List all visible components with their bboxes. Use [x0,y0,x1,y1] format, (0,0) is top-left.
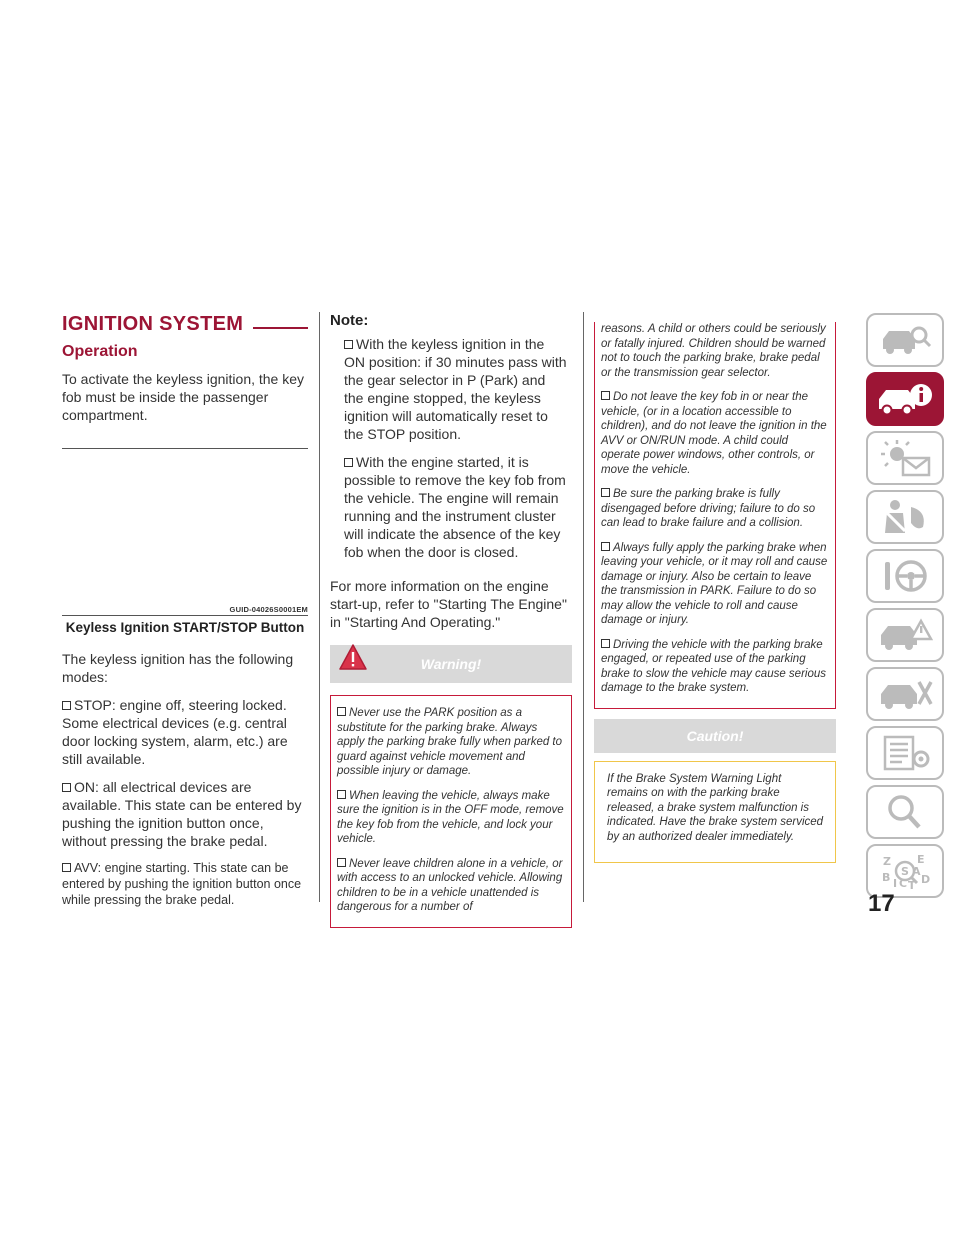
tab-warning-lights[interactable] [866,431,944,485]
checkbox-bullet-icon [62,783,71,792]
checkbox-bullet-icon [62,863,71,872]
svg-text:E: E [917,853,925,866]
warning-item: Never leave children alone in a vehicle, or with access to an unlocked vehicle. Allowing children to be in a vehicle unattended is dangerous for a number of [337,857,563,913]
warning-title: Warning! [420,656,482,672]
column-divider [319,312,320,902]
section-heading: IGNITION SYSTEM [62,312,308,336]
svg-text:A: A [912,865,921,878]
checkbox-bullet-icon [601,391,610,400]
column-1 [62,312,308,918]
checkbox-bullet-icon [601,542,610,551]
caution-header [594,719,836,753]
checkbox-bullet-icon [337,707,346,716]
alphabetical-index-icon [877,851,933,891]
tab-servicing[interactable] [866,667,944,721]
steering-wheel-icon [877,556,933,596]
warning-triangle-icon [338,643,368,671]
column-divider [583,312,584,902]
column-3 [594,322,836,863]
intro-text: To activate the keyless ignition, the key fob must be inside the passenger compartment. [62,371,305,423]
warning-light-envelope-icon [877,438,933,478]
index-search-icon [877,792,933,832]
figure-bottom-divider [62,615,308,616]
tab-index-search[interactable] [866,785,944,839]
mode-item: STOP: engine off, steering locked. Some electrical devices (e.g. central door locking system, alarm, etc.) are still available. [62,697,288,767]
warning-item: Do not leave the key fob in or near the vehicle, (or in a location accessible to children), and do not leave the ignition in the AVV or ON/RUN mode. A child could operate power windows, other controls, or move the vehicle. [601,391,827,476]
checkbox-bullet-icon [601,639,610,648]
warning-header [330,645,572,683]
column-2 [330,312,572,928]
figure-caption: Keyless Ignition START/STOP Button [65,620,305,635]
chapter-tabs [866,313,960,903]
note-item: With the keyless ignition in the ON position: if 30 minutes pass with the gear selector in P (Park) and the engine stopped, the keyless ignition will automatically reset to the STOP position. [344,336,567,442]
svg-text:I: I [893,877,898,890]
mode-item: AVV: engine starting. This state can be entered by pushing the ignition button once while pressing the brake pedal. [62,861,302,907]
warning-item: Driving the vehicle with the parking brake engaged, or repeated use of the parking brake to slow the vehicle may cause serious damage to the brake system. [601,638,826,694]
tab-specifications[interactable] [866,726,944,780]
checkbox-bullet-icon [344,458,353,467]
checkbox-bullet-icon [601,488,610,497]
tab-emergency[interactable] [866,608,944,662]
svg-text:D: D [921,873,931,886]
car-info-icon [875,379,935,419]
svg-text:S: S [901,865,909,878]
checkbox-bullet-icon [62,701,71,710]
svg-text:C: C [899,877,908,890]
subheading: Operation [62,343,138,360]
car-warning-icon [877,615,933,655]
car-tools-icon [877,674,933,714]
figure-code: GUID-04026S0001EM [229,605,308,614]
modes-intro: The keyless ignition has the following modes: [62,651,294,685]
note-item: With the engine started, it is possible to remove the key fob from the vehicle. The engine will remain running and the instrument cluster will indicate the absence of the key fob when the door is closed. [344,454,566,560]
checkbox-bullet-icon [337,858,346,867]
warning-continuation: reasons. A child or others could be seriously or fatally injured. Children should be warned not to touch the parking brake, brake pedal or the transmission gear selector. [601,323,826,379]
checkbox-bullet-icon [344,340,353,349]
warning-item: Be sure the parking brake is fully disengaged before driving; failure to do so can lead to brake failure and a collision. [601,488,816,529]
svg-text:B: B [882,871,891,884]
caution-box [594,761,836,864]
warning-box-continued [594,322,836,709]
svg-text:T: T [908,879,916,891]
specifications-icon [877,733,933,773]
warning-item: Always fully apply the parking brake when leaving your vehicle, or it may roll and cause damage or injury. Also be certain to leave the transmission in PARK. Failure to do so may allow the vehicle to roll and cause damage or injury. [601,541,828,626]
warning-item: Never use the PARK position as a substitute for the parking brake. Always apply the parking brake fully when parked to guard against vehicle movement and possible injury or damage. [337,707,563,777]
warning-box [330,695,572,928]
caution-title: Caution! [686,727,744,744]
figure-top-divider [62,448,308,449]
tab-starting-driving[interactable] [866,549,944,603]
seatbelt-airbag-icon [877,497,933,537]
more-info-text: For more information on the engine start-up, refer to "Starting The Engine" in "Starting And Operating." [330,578,567,630]
tab-safety[interactable] [866,490,944,544]
mode-item: ON: all electrical devices are available. This state can be entered by pushing the ignition button once, without pressing the brake pedal. [62,779,302,849]
car-magnifier-icon [877,321,933,359]
svg-text:Z: Z [883,855,891,868]
tab-car-info[interactable] [866,372,944,426]
warning-item: When leaving the vehicle, always make sure the ignition is in the OFF mode, remove the key fob from the vehicle, and lock your vehicle. [337,789,564,845]
caution-text: If the Brake System Warning Light remains on with the parking brake released, a brake system malfunction is indicated. Have the brake system serviced by an authorized dealer immediately. [607,772,824,843]
note-title: Note: [330,312,369,329]
tab-car-magnifier[interactable] [866,313,944,367]
page-number: 17 [868,890,895,917]
checkbox-bullet-icon [337,790,346,799]
